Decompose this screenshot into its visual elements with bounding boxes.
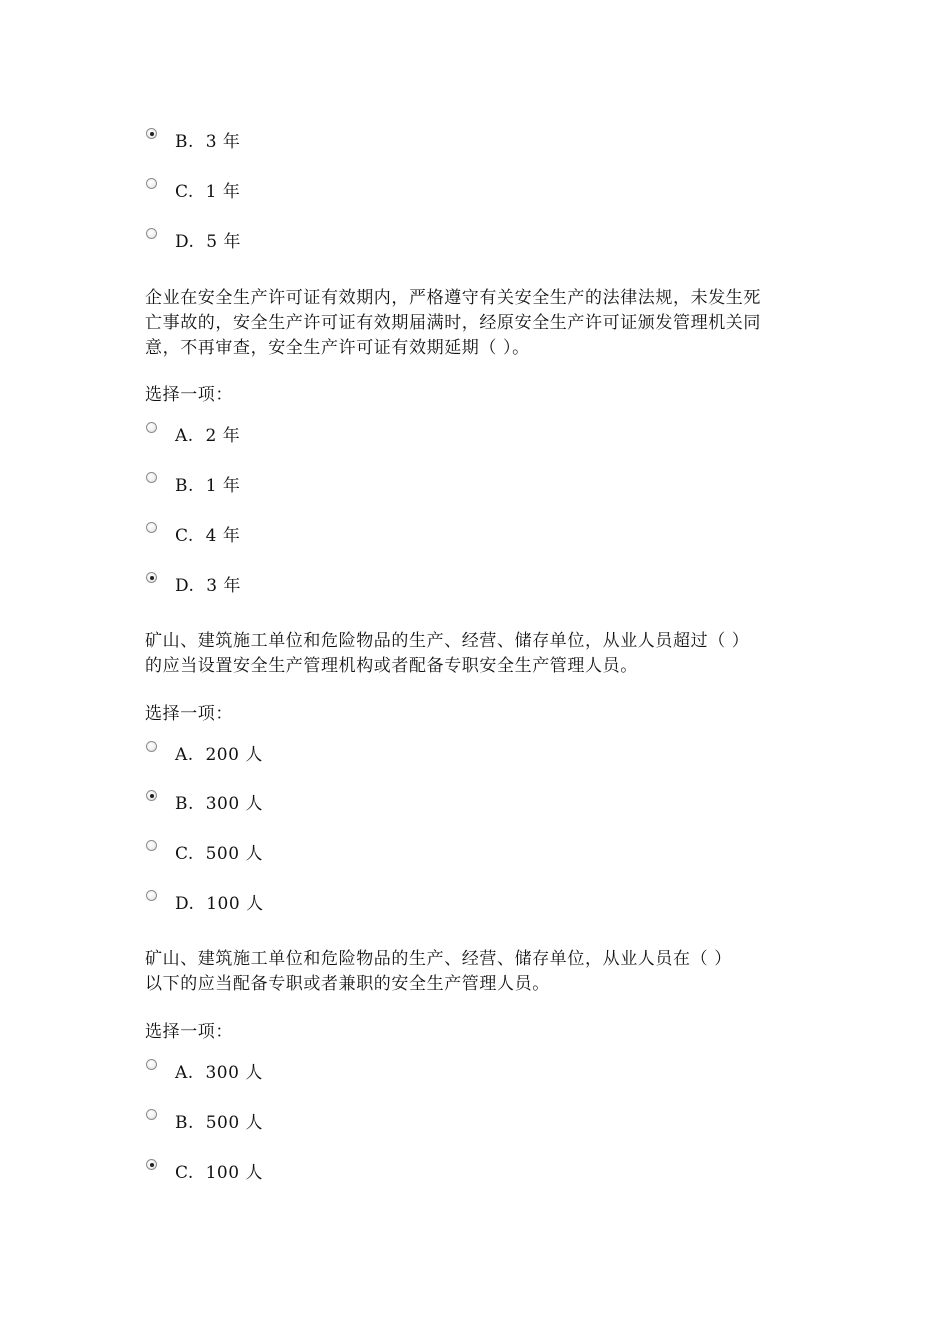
choose-one-prompt: 选择一项：: [145, 385, 233, 405]
q3-option-b[interactable]: [146, 1109, 263, 1133]
question-line: 矿山、建筑施工单位和危险物品的生产、经营、储存单位，从业人员超过（ ）: [145, 631, 750, 651]
question-3-text: [145, 947, 825, 997]
question-2-text: [145, 629, 825, 679]
radio-button[interactable]: [146, 422, 157, 433]
question-line: 的应当设置安全生产管理机构或者配备专职安全生产管理人员。: [145, 656, 638, 676]
radio-button[interactable]: [146, 572, 157, 583]
q2-option-c[interactable]: [146, 840, 263, 864]
option-label: D. 3 年: [175, 576, 241, 596]
option-label: D. 100 人: [175, 894, 264, 914]
option-label: C. 1 年: [175, 182, 241, 202]
radio-button[interactable]: [146, 228, 157, 239]
option-label: A. 200 人: [175, 745, 263, 765]
question-line: 矿山、建筑施工单位和危险物品的生产、经营、储存单位，从业人员在（ ）: [145, 949, 732, 969]
q1-option-a[interactable]: [146, 422, 240, 446]
q1-option-c[interactable]: [146, 522, 240, 546]
q2-option-d[interactable]: [146, 890, 264, 914]
q3-option-a[interactable]: [146, 1059, 263, 1083]
question-line: 亡事故的，安全生产许可证有效期届满时，经原安全生产许可证颁发管理机关同: [145, 313, 761, 333]
radio-button[interactable]: [146, 840, 157, 851]
option-label: C. 500 人: [175, 844, 263, 864]
radio-button[interactable]: [146, 1059, 157, 1070]
q0-option-c[interactable]: [146, 178, 240, 202]
q2-option-a[interactable]: [146, 741, 263, 765]
q1-option-b[interactable]: [146, 472, 240, 496]
question-line: 企业在安全生产许可证有效期内，严格遵守有关安全生产的法律法规，未发生死: [145, 288, 761, 308]
radio-button[interactable]: [146, 1159, 157, 1170]
q0-option-b[interactable]: [146, 128, 240, 152]
radio-button[interactable]: [146, 178, 157, 189]
q1-option-d[interactable]: [146, 572, 241, 596]
option-label: A. 300 人: [175, 1063, 263, 1083]
radio-button[interactable]: [146, 472, 157, 483]
radio-button[interactable]: [146, 128, 157, 139]
radio-button[interactable]: [146, 1109, 157, 1120]
option-label: B. 3 年: [175, 132, 241, 152]
q0-option-d[interactable]: [146, 228, 241, 252]
option-label: B. 500 人: [175, 1113, 264, 1133]
option-label: D. 5 年: [175, 232, 241, 252]
choose-one-prompt: 选择一项：: [145, 704, 233, 724]
option-label: C. 4 年: [175, 526, 241, 546]
q3-option-c[interactable]: [146, 1159, 263, 1183]
option-label: B. 1 年: [175, 476, 241, 496]
radio-button[interactable]: [146, 741, 157, 752]
option-label: A. 2 年: [175, 426, 241, 446]
radio-button[interactable]: [146, 790, 157, 801]
option-label: B. 300 人: [175, 794, 264, 814]
radio-button[interactable]: [146, 522, 157, 533]
question-line: 以下的应当配备专职或者兼职的安全生产管理人员。: [145, 974, 550, 994]
option-label: C. 100 人: [175, 1163, 263, 1183]
choose-one-prompt: 选择一项：: [145, 1022, 233, 1042]
question-1-text: [145, 286, 825, 361]
question-line: 意，不再审查，安全生产许可证有效期延期（ ）。: [145, 338, 530, 358]
radio-button[interactable]: [146, 890, 157, 901]
q2-option-b[interactable]: [146, 790, 263, 814]
